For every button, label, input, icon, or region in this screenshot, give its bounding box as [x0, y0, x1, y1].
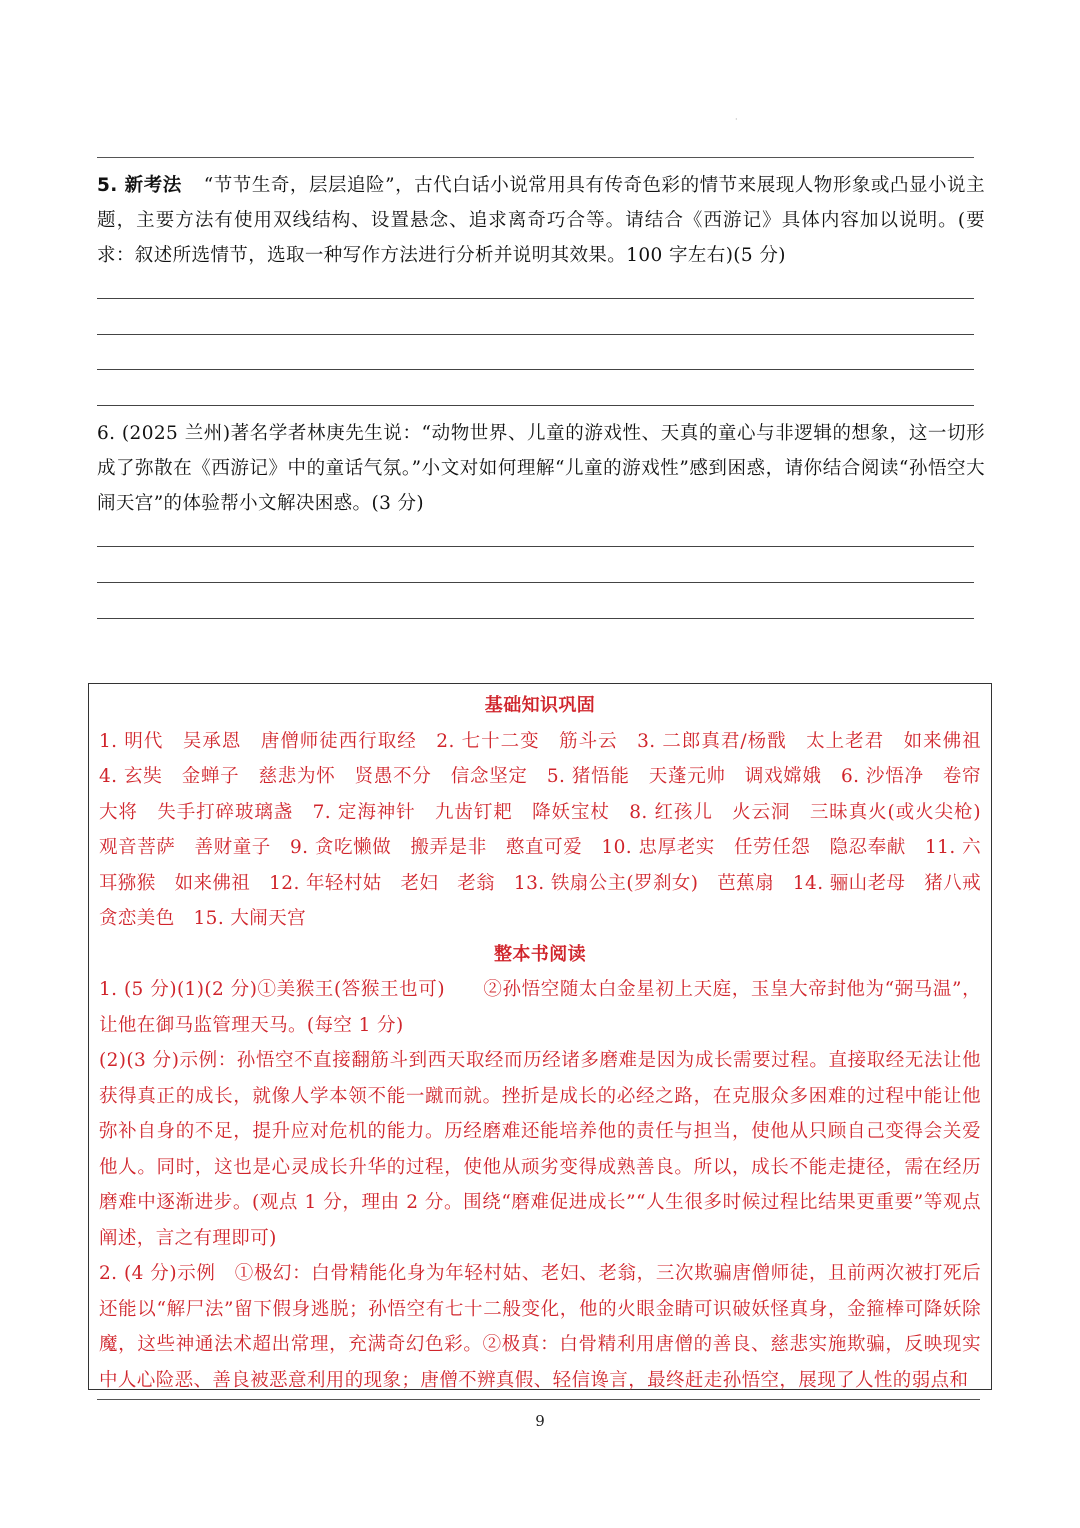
answer-line-q6-3[interactable] — [97, 618, 974, 619]
question-6-text: 6. (2025 兰州)著名学者林庚先生说：“动物世界、儿童的游戏性、天真的童心与非逻辑的想象，这一切形成了弥散在《西游记》中的童话气氛。”小文对如何理解“儿童的游戏性”感到困惑，请你结合阅读“孙悟空大闹天宫”的体验帮小文解决困惑。(3 分) — [97, 423, 985, 514]
page-number: 9 — [535, 1412, 545, 1430]
header-rule — [97, 157, 974, 158]
answer-key-box — [88, 683, 1000, 1391]
question-5 — [97, 168, 985, 273]
answer-2: 2. (4 分)示例 ①极幻：白骨精能化身为年轻村姑、老妇、老翁，三次欺骗唐僧师徒，且前两次被打死后还能以“解尸法”留下假身逃脱；孙悟空有七十二般变化，他的火眼金睛可识破妖怪真身，金箍棒可降妖除魔，这些神通法术超出常理，充满奇幻色彩。②极真：白骨精利用唐僧的善良、慈悲实施欺骗，反映现实中人心险恶、善良被恶意利用的现象；唐僧不辨真假、轻信谗言，最终赶走孙悟空，展现了人性的弱点和 — [99, 1263, 981, 1391]
answer-1-part-2: (2)(3 分)示例：孙悟空不直接翻筋斗到西天取经而历经诸多磨难是因为成长需要过程。直接取经无法让他获得真正的成长，就像人学本领不能一蹴而就。挫折是成长的必经之路，在克服众多困难的过程中能让他弥补自身的不足，提升应对危机的能力。历经磨难还能培养他的责任与担当，使他从只顾自己变得会关爱他人。同时，这也是心灵成长升华的过程，使他从顽劣变得成熟善良。所以，成长不能走捷径，需在经历磨难中逐渐进步。(观点 1 分，理由 2 分。围绕“磨难促进成长”“人生很多时候过程比结果更重要”等观点阐述，言之有理即可) — [99, 1050, 981, 1249]
answer-line-q6-1[interactable] — [97, 546, 974, 547]
scan-mark: · — [735, 115, 738, 124]
answer-line-q5-4[interactable] — [97, 405, 974, 406]
whole-book-title: 整本书阅读 — [494, 943, 586, 965]
basic-knowledge-answers: 1. 明代 吴承恩 唐僧师徒西行取经 2. 七十二变 筋斗云 3. 二郎真君/杨戬 太上老君 如来佛祖 4. 玄奘 金蝉子 慈悲为怀 贤愚不分 信念坚定 5. 猪悟能 天蓬元帅 调戏嫦娥 6. 沙悟净 卷帘大将 失手打碎玻璃盏 7. 定海神针 九齿钉耙 降妖宝杖 8. 红孩儿 火云洞 三昧真火(或火尖枪) 观音菩萨 善财童子 9. 贪吃懒做 搬弄是非 憨直可爱 10. 忠厚老实 任劳任怨 隐忍奉献 11. 六耳猕猴 如来佛祖 12. 年轻村姑 老妇 老翁 13. 铁扇公主(罗刹女) 芭蕉扇 14. 骊山老母 猪八戒 贪恋美色 15. 大闹天宫 — [99, 730, 1000, 929]
question-6 — [97, 416, 985, 521]
basic-knowledge-title: 基础知识巩固 — [484, 695, 596, 716]
answer-1-part-1: 1. (5 分)(1)(2 分)①美猴王(答猴王也可) ②孙悟空随太白金星初上天庭，玉皇大帝封他为“弼马温”，让他在御马监管理天马。(每空 1 分) — [99, 979, 981, 1036]
question-5-text: “节节生奇，层层追险”，古代白话小说常用具有传奇色彩的情节来展现人物形象或凸显小说主题，主要方法有使用双线结构、设置悬念、追求离奇巧合等。请结合《西游记》具体内容加以说明。(要求：叙述所选情节，选取一种写作方法进行分析并说明其效果。100 字左右)(5 分) — [97, 175, 985, 266]
answer-line-q5-3[interactable] — [97, 369, 974, 370]
question-5-label: 5. 新考法 — [97, 175, 182, 196]
footer-rule — [97, 1399, 980, 1400]
answer-line-q5-1[interactable] — [97, 298, 974, 299]
answer-line-q6-2[interactable] — [97, 582, 974, 583]
answer-line-q5-2[interactable] — [97, 334, 974, 335]
